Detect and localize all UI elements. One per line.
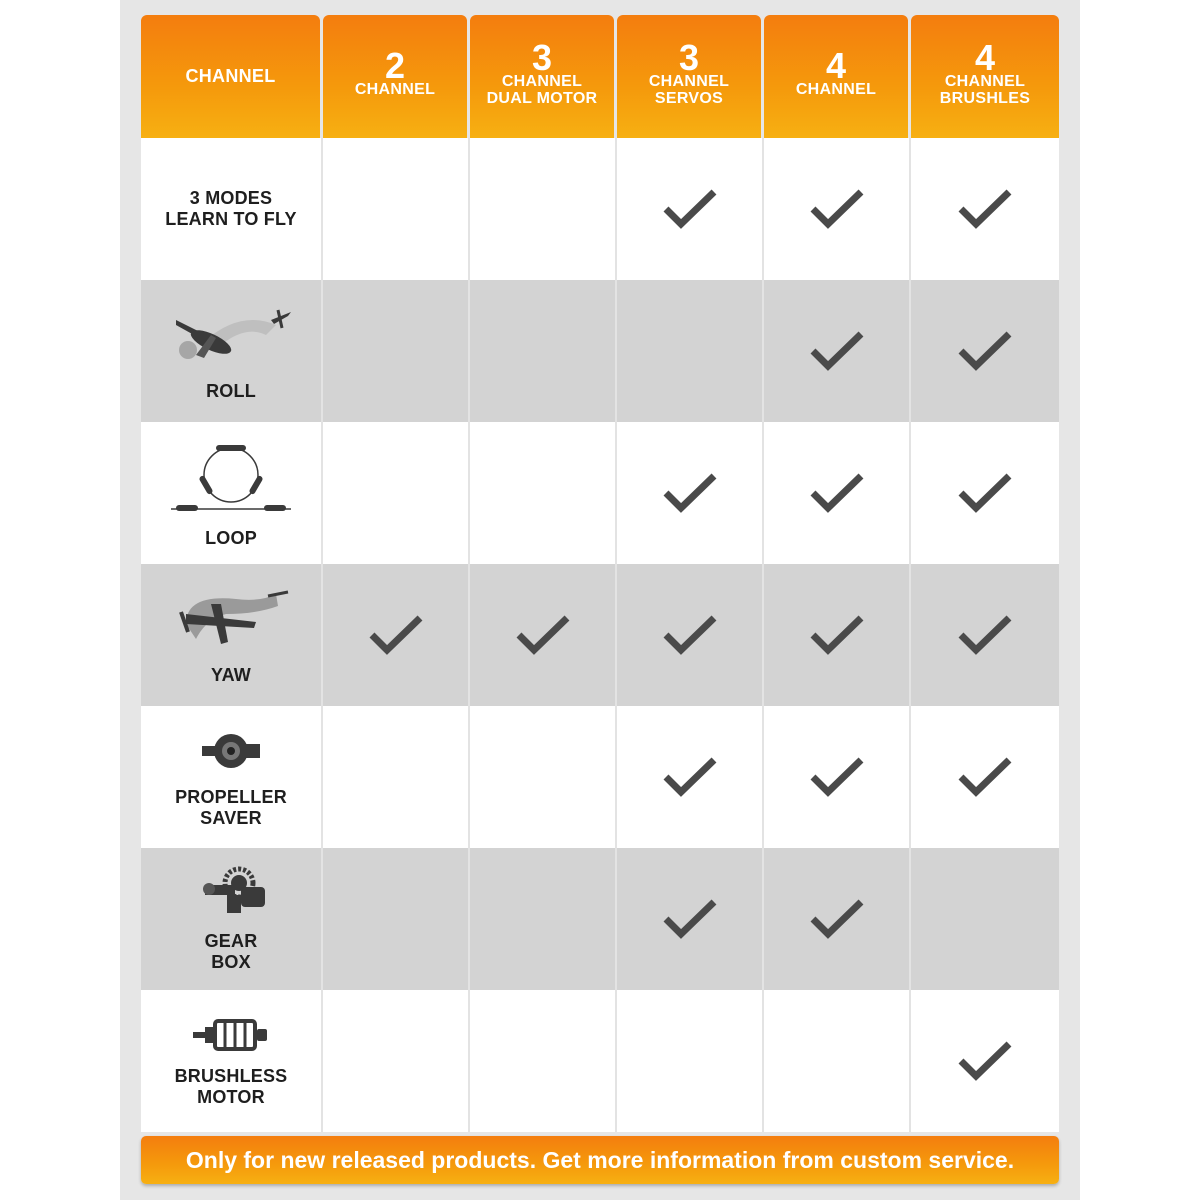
feature-label: PROPELLER — [175, 786, 287, 807]
feature-value-cell — [470, 990, 617, 1132]
feature-value-cell — [470, 280, 617, 422]
header-column-1 — [323, 15, 467, 138]
feature-label: 3 MODES — [189, 188, 273, 208]
footer-banner — [141, 1136, 1059, 1184]
feature-value-cell — [911, 848, 1059, 990]
checkmark-icon — [956, 329, 1014, 373]
feature-value-cell — [470, 564, 617, 706]
feature-value-cell — [323, 564, 470, 706]
checkmark-icon — [661, 471, 719, 515]
header-column-number: 3 — [678, 36, 700, 78]
header-channel-label: CHANNEL — [185, 66, 276, 86]
feature-value-cell — [617, 138, 764, 280]
checkmark-icon — [661, 187, 719, 231]
feature-value-cell — [764, 564, 911, 706]
yaw-plane-icon — [166, 584, 296, 659]
header-column-number: 4 — [825, 45, 847, 86]
header-column-label: CHANNEL — [944, 72, 1026, 90]
feature-cell — [141, 848, 323, 990]
feature-value-cell — [323, 848, 470, 990]
feature-value-cell — [911, 564, 1059, 706]
feature-label: GEAR — [204, 931, 258, 951]
feature-label-line2: BOX — [211, 952, 251, 972]
feature-value-cell — [911, 422, 1059, 564]
checkmark-icon — [808, 471, 866, 515]
checkmark-icon — [661, 897, 719, 941]
header-column-2 — [470, 15, 614, 138]
feature-value-cell — [911, 706, 1059, 848]
checkmark-icon — [808, 329, 866, 373]
gear-box-icon — [191, 865, 271, 925]
feature-value-cell — [617, 990, 764, 1132]
feature-cell — [141, 422, 323, 564]
feature-value-cell — [764, 422, 911, 564]
feature-value-cell — [911, 138, 1059, 280]
brushless-motor-icon — [191, 1015, 271, 1060]
checkmark-icon — [808, 613, 866, 657]
feature-label: BRUSHLESS — [174, 1065, 288, 1086]
feature-value-cell — [323, 280, 470, 422]
feature-value-cell — [617, 848, 764, 990]
feature-value-cell — [470, 138, 617, 280]
feature-cell — [141, 280, 323, 422]
feature-cell — [141, 706, 323, 848]
header-column-sublabel: BRUSHLES — [939, 89, 1031, 107]
header-column-label: CHANNEL — [648, 72, 730, 90]
feature-value-cell — [764, 990, 911, 1132]
loop-plane-icon — [166, 437, 296, 522]
feature-value-cell — [617, 280, 764, 422]
feature-label: YAW — [211, 665, 251, 685]
header-column-label: CHANNEL — [501, 72, 583, 90]
feature-value-cell — [911, 280, 1059, 422]
checkmark-icon — [956, 1039, 1014, 1083]
header-column-label: CHANNEL — [795, 81, 877, 98]
propeller-saver-icon — [196, 726, 266, 781]
feature-label-line2: SAVER — [200, 807, 262, 828]
feature-value-cell — [323, 990, 470, 1132]
feature-value-cell — [911, 990, 1059, 1132]
checkmark-icon — [956, 471, 1014, 515]
checkmark-icon — [808, 897, 866, 941]
checkmark-icon — [514, 613, 572, 657]
checkmark-icon — [808, 187, 866, 231]
feature-label-line2: LEARN TO FLY — [165, 209, 297, 229]
feature-value-cell — [764, 848, 911, 990]
feature-value-cell — [470, 422, 617, 564]
header-column-number: 3 — [531, 36, 553, 78]
feature-label-line2: MOTOR — [197, 1086, 265, 1107]
checkmark-icon — [661, 613, 719, 657]
comparison-table — [141, 15, 1059, 1132]
feature-value-cell — [764, 138, 911, 280]
header-column-3 — [617, 15, 761, 138]
checkmark-icon — [661, 755, 719, 799]
header-column-number: 2 — [384, 45, 406, 86]
feature-value-cell — [764, 706, 911, 848]
header-column-sublabel: SERVOS — [654, 89, 724, 107]
checkmark-icon — [956, 187, 1014, 231]
header-column-5 — [911, 15, 1059, 138]
feature-cell — [141, 990, 323, 1132]
feature-cell — [141, 564, 323, 706]
header-column-4 — [764, 15, 908, 138]
header-column-sublabel: DUAL MOTOR — [486, 89, 598, 107]
header-column-label: CHANNEL — [354, 81, 436, 98]
feature-label: LOOP — [205, 528, 257, 548]
feature-value-cell — [323, 138, 470, 280]
feature-label: ROLL — [206, 381, 256, 401]
feature-cell — [141, 138, 323, 280]
checkmark-icon — [367, 613, 425, 657]
feature-value-cell — [764, 280, 911, 422]
feature-value-cell — [323, 706, 470, 848]
checkmark-icon — [956, 613, 1014, 657]
checkmark-icon — [808, 755, 866, 799]
feature-value-cell — [617, 706, 764, 848]
footer-text: Only for new released products. Get more information from custom service. — [185, 1146, 1015, 1173]
feature-value-cell — [617, 564, 764, 706]
header-column-number: 4 — [974, 36, 996, 78]
feature-value-cell — [470, 706, 617, 848]
feature-value-cell — [323, 422, 470, 564]
checkmark-icon — [956, 755, 1014, 799]
header-channel — [141, 15, 320, 138]
roll-plane-icon — [166, 300, 296, 375]
feature-value-cell — [470, 848, 617, 990]
feature-value-cell — [617, 422, 764, 564]
